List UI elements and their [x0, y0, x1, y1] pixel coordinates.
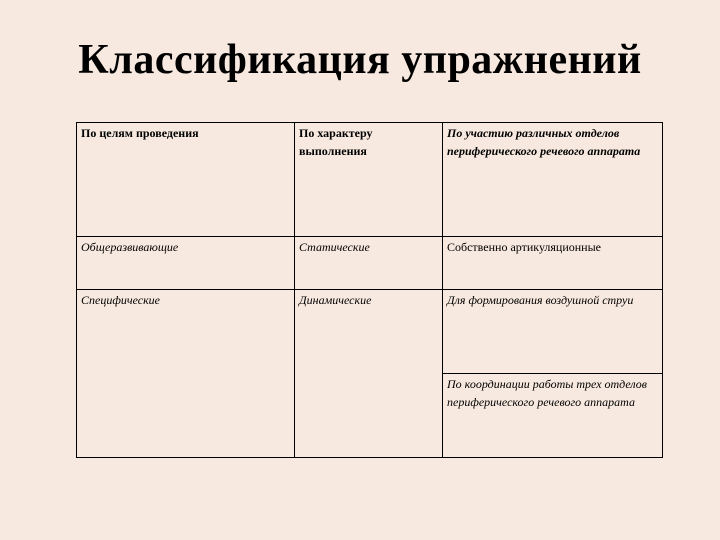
cell-static: Статические	[295, 236, 443, 289]
table-header-row	[77, 123, 663, 237]
cell-dynamic: Динамические	[295, 289, 443, 457]
header-by-apparatus-parts: По участию различных отделов периферического речевого аппарата	[443, 123, 663, 237]
page-title: Классификация упражнений	[78, 37, 642, 83]
cell-general-developing: Общеразвивающие	[77, 236, 295, 289]
cell-coordination: По координации работы трех отделов периферического речевого аппарата	[443, 374, 663, 458]
header-by-goals: По целям проведения	[77, 123, 295, 237]
cell-articulation-proper: Собственно артикуляционные	[443, 236, 663, 289]
classification-table	[76, 122, 663, 458]
table-row	[77, 289, 663, 374]
cell-air-stream: Для формирования воздушной струи	[443, 289, 663, 374]
header-by-execution: По характеру выполнения	[295, 123, 443, 237]
table-row	[77, 236, 663, 289]
cell-specific: Специфические	[77, 289, 295, 457]
